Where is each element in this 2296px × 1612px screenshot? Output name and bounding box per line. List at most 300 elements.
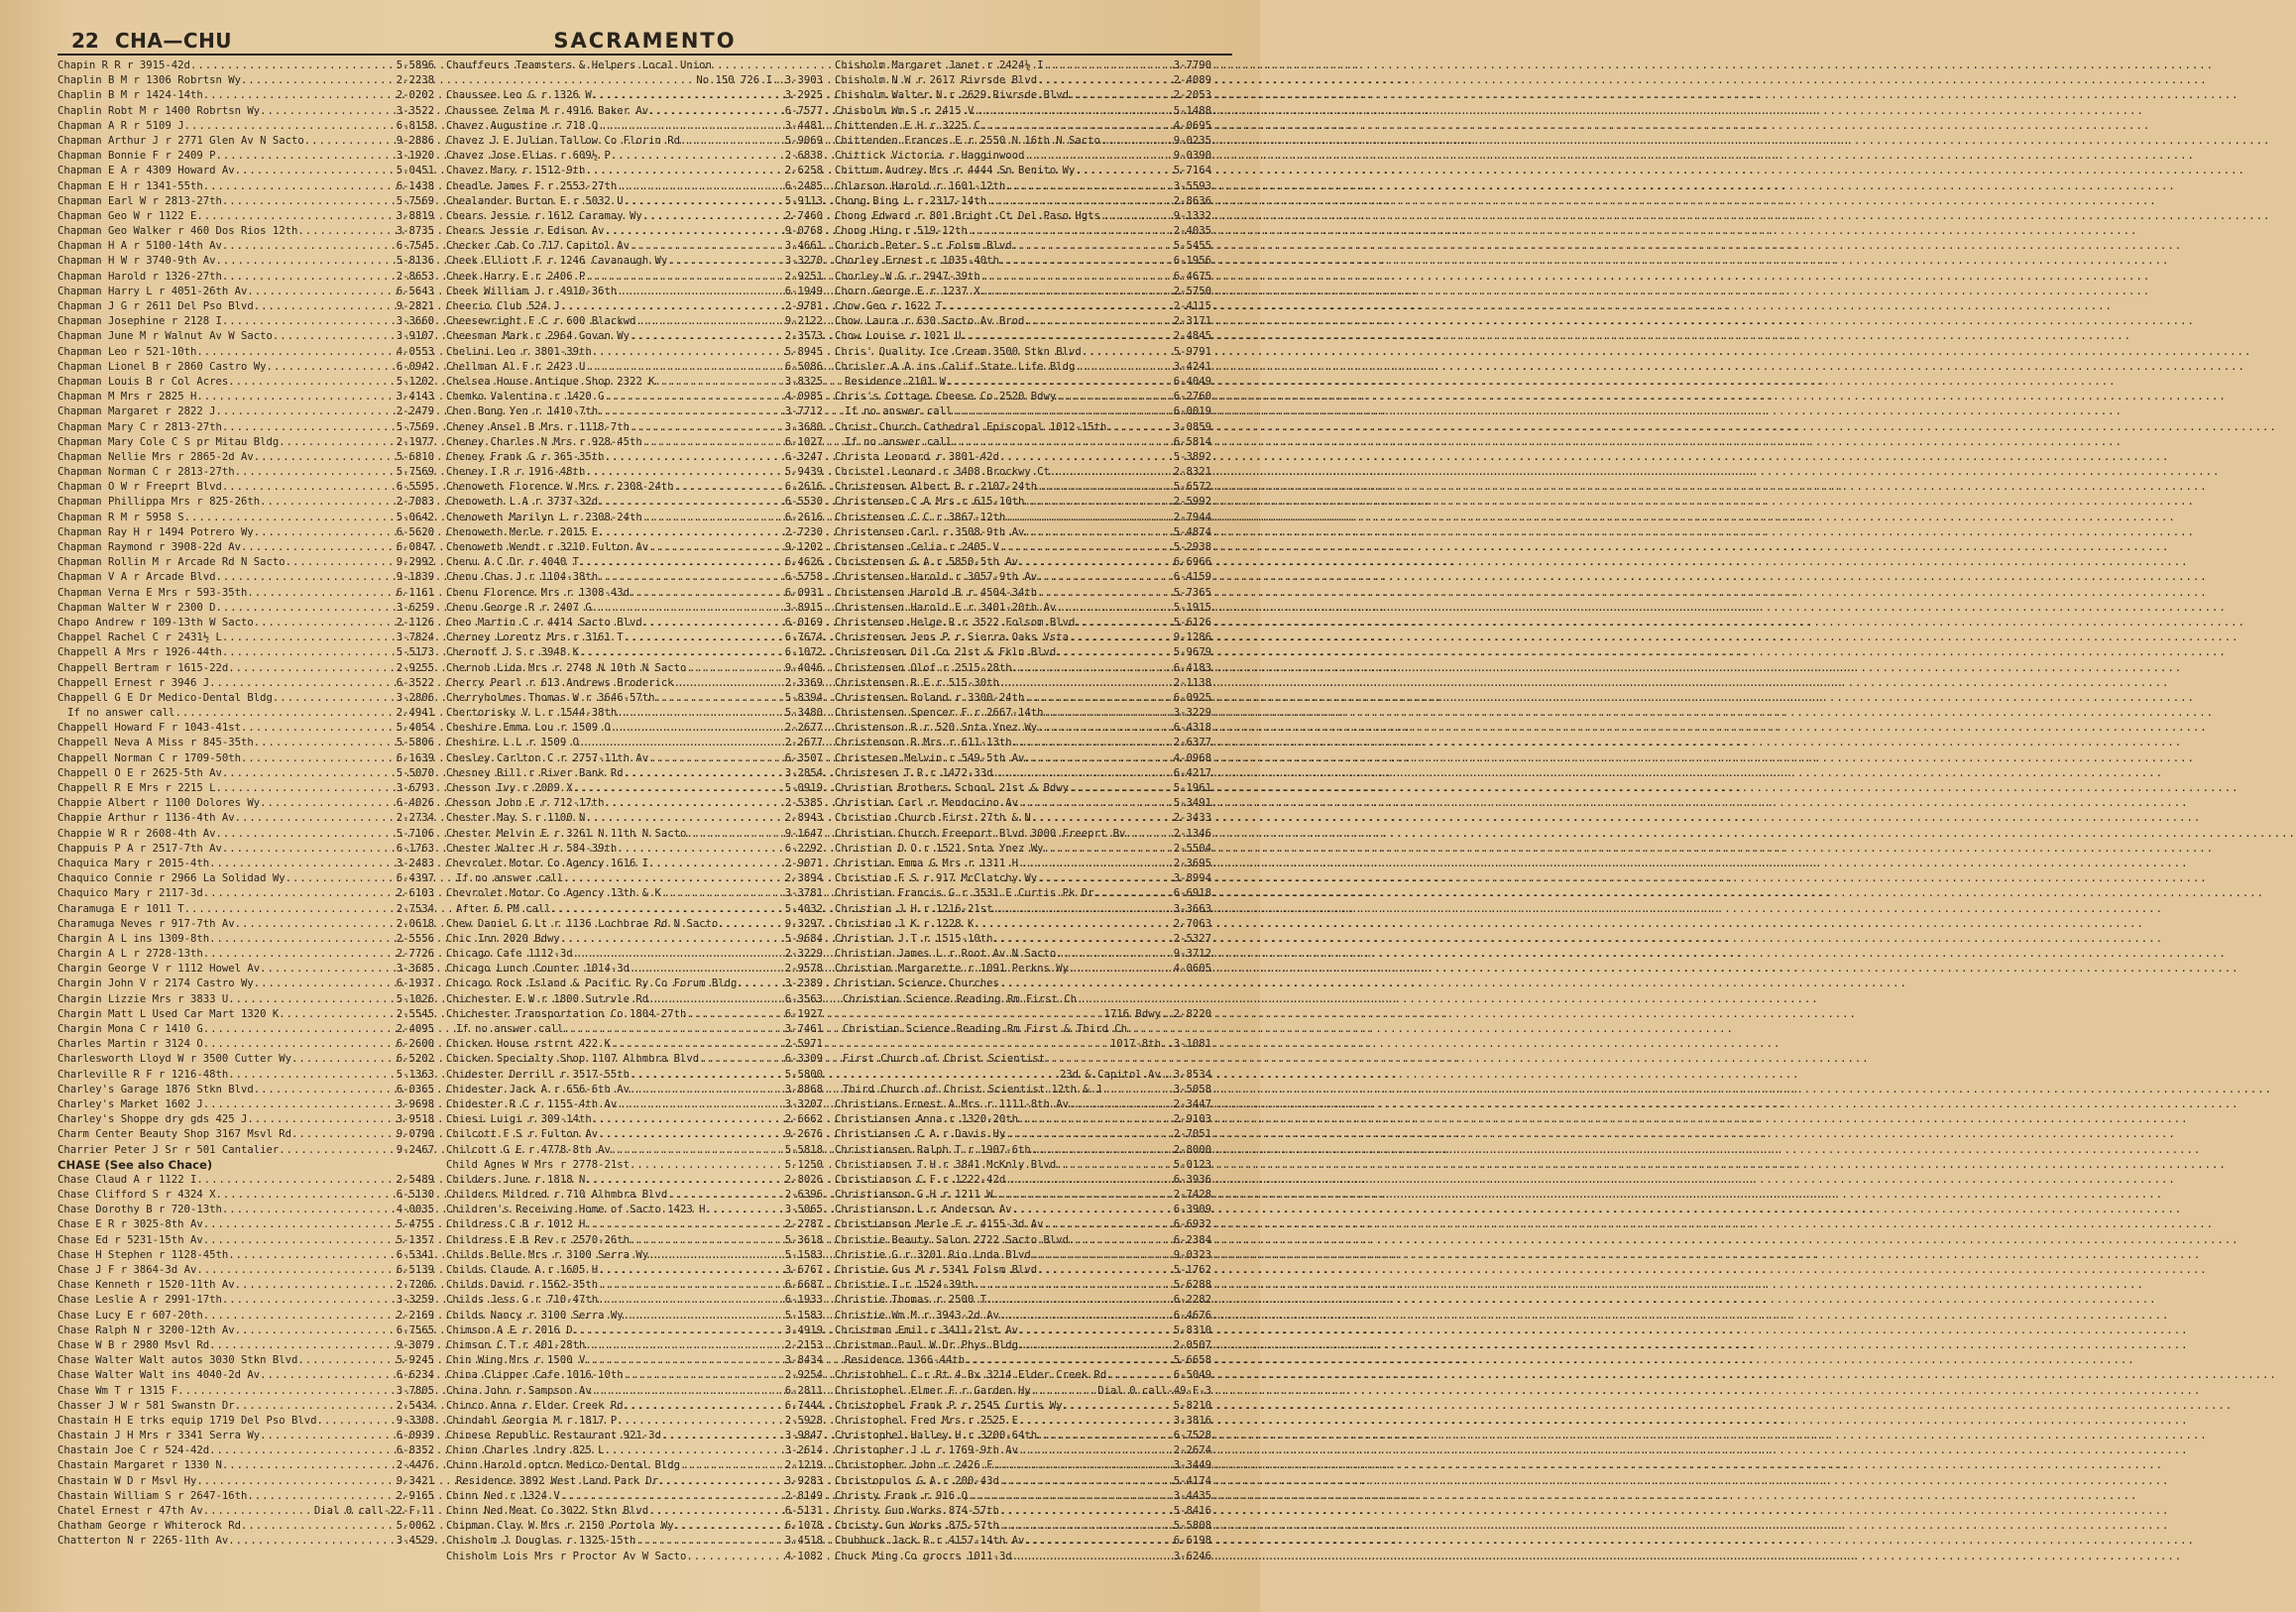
listing-address: r 2500 T xyxy=(929,1294,987,1307)
listing-entry xyxy=(446,1248,823,1263)
listing-phone: 5-0642 xyxy=(396,511,434,523)
listing-entry xyxy=(57,239,434,254)
listing-address: 1016-10th xyxy=(559,1369,624,1382)
listing-name: Chapman J G xyxy=(57,300,128,312)
listing-name: Christophel Elmer F xyxy=(835,1384,956,1397)
listing-entry xyxy=(57,1158,434,1173)
listing-entry xyxy=(57,314,434,329)
listing-address: r 1410 G xyxy=(146,1023,203,1035)
listing-entry xyxy=(57,511,434,525)
listing-entry xyxy=(57,1458,434,1473)
listing-entry xyxy=(835,1399,1211,1414)
listing-entry xyxy=(835,1248,1211,1263)
listing-name: Cheney Charles N Mrs xyxy=(446,435,573,448)
listing-name: Christensen Jens P xyxy=(835,632,949,644)
listing-entry xyxy=(446,179,823,194)
dot-leader xyxy=(1018,1443,1174,1458)
listing-address: r 3517-55th xyxy=(553,1068,630,1081)
dot-leader xyxy=(635,1534,784,1549)
listing-entry xyxy=(835,1504,1211,1519)
listing-address: r 2608-4th Av xyxy=(127,827,216,840)
listing-address: r 1315 F xyxy=(120,1384,178,1397)
listing-name: Chatel Ernest xyxy=(57,1505,140,1517)
listing-entry xyxy=(446,1112,823,1127)
listing-name: Cheadle James F xyxy=(446,179,541,192)
dot-leader xyxy=(630,1158,785,1173)
listing-entry xyxy=(57,495,434,510)
dot-leader xyxy=(304,134,397,149)
listing-phone: 5-7569 xyxy=(396,466,434,479)
dot-leader xyxy=(1037,1263,1174,1278)
listing-entry xyxy=(57,1429,434,1443)
listing-name: Chew Daniel G Lt xyxy=(446,917,548,930)
listing-address: r 2629 Rivrsde Blvd xyxy=(942,89,1069,102)
listing-entry xyxy=(835,450,1211,465)
listing-name: If no answer call xyxy=(456,872,564,885)
listing-entry xyxy=(446,149,823,164)
listing-entry xyxy=(835,842,1211,857)
dot-leader xyxy=(260,495,397,510)
listing-entry xyxy=(446,1474,823,1489)
listing-name: Chinn Charles xyxy=(446,1444,528,1457)
listing-phone: 6-7674 xyxy=(784,632,823,644)
listing-entry xyxy=(835,811,1211,826)
listing-entry xyxy=(57,375,434,390)
listing-phone: 6-1438 xyxy=(396,179,434,192)
dot-leader xyxy=(686,1550,784,1564)
listing-phone: 6-0847 xyxy=(396,541,434,553)
listing-address: r 4916 Baker Av xyxy=(547,104,649,117)
listing-address: r 3225 C xyxy=(923,119,980,132)
listing-phone: 5-1363 xyxy=(396,1068,434,1081)
listing-name: Christiansen Ralph T xyxy=(835,1143,962,1156)
dot-leader xyxy=(1005,179,1174,194)
dot-leader xyxy=(1018,1338,1174,1353)
listing-address: r 460 Dos Rios 12th xyxy=(171,225,298,238)
dot-leader xyxy=(1050,465,1174,480)
dot-leader xyxy=(1024,495,1173,510)
listing-address: r 2771 Glen Av N Sacto xyxy=(159,134,304,147)
listing-name: Christy Gun Works xyxy=(835,1520,943,1533)
listing-name: Christie G xyxy=(835,1248,898,1261)
listing-entry xyxy=(835,1037,1211,1052)
listing-name: Chavez Jose Elias xyxy=(446,150,554,163)
dot-leader xyxy=(1037,721,1174,736)
listing-address: r 3908-22d Av xyxy=(152,541,241,553)
dot-leader xyxy=(209,932,397,947)
listing-name: Christman Paul W Dr xyxy=(835,1338,956,1351)
listing-phone: 3-3816 xyxy=(1173,1414,1211,1427)
dot-leader xyxy=(737,977,784,991)
listing-phone: 2-8220 xyxy=(1173,1007,1211,1020)
dot-leader xyxy=(630,962,785,977)
listing-entry xyxy=(835,1083,1211,1097)
listing-address: r 3200-12th Av xyxy=(139,1324,235,1336)
listing-name: Chow Geo xyxy=(835,300,886,312)
listing-phone: 6-0019 xyxy=(1173,405,1211,418)
dot-leader xyxy=(560,299,785,314)
listing-phone: 5-1915 xyxy=(1173,601,1211,614)
listing-entry xyxy=(446,1368,823,1383)
listing-entry xyxy=(446,766,823,781)
listing-entry xyxy=(57,555,434,570)
listing-entry xyxy=(835,73,1211,88)
listing-entry xyxy=(446,751,823,766)
dot-leader xyxy=(1012,1550,1174,1564)
listing-name: Chin Wing Mrs xyxy=(446,1354,528,1367)
listing-name: Chertorisky V L xyxy=(446,707,541,720)
dot-leader xyxy=(222,314,397,329)
dot-leader xyxy=(617,179,785,194)
listing-phone: 3-6767 xyxy=(784,1264,823,1276)
listing-entry xyxy=(446,645,823,660)
listing-phone: 2-8943 xyxy=(784,812,823,825)
dot-leader xyxy=(699,1052,785,1067)
listing-entry xyxy=(446,977,823,991)
listing-name: Chapman Louis B xyxy=(57,375,153,388)
listing-phone: 2-7206 xyxy=(396,1279,434,1292)
listing-phone: 6-0942 xyxy=(396,360,434,373)
listing-entry xyxy=(446,104,823,119)
dot-leader xyxy=(999,676,1174,691)
dot-leader xyxy=(611,721,785,736)
listing-entry xyxy=(57,285,434,299)
listing-entry xyxy=(446,254,823,269)
listing-phone: 9-2467 xyxy=(396,1143,434,1156)
listing-phone: 9-1647 xyxy=(784,827,823,840)
dot-leader xyxy=(667,254,784,269)
listing-entry xyxy=(446,1022,823,1037)
dot-leader xyxy=(196,209,396,224)
listing-entry xyxy=(57,992,434,1007)
dot-leader xyxy=(1024,691,1173,706)
dot-leader xyxy=(1012,661,1174,676)
listing-address: 1876 Stkn Blvd xyxy=(159,1083,254,1095)
dot-leader xyxy=(624,1368,785,1383)
dot-leader xyxy=(630,586,785,601)
listing-phone: 5-9679 xyxy=(1173,646,1211,659)
listing-phone: 6-5086 xyxy=(784,360,823,373)
listing-entry xyxy=(57,88,434,103)
listing-name: Chapman A R xyxy=(57,119,128,132)
listing-entry xyxy=(57,1217,434,1232)
listing-name: Chastain Margaret xyxy=(57,1459,166,1472)
listing-address: r 1341-55th xyxy=(127,179,203,192)
listing-name: Cheney Ansel B Mrs xyxy=(446,420,560,433)
listing-address: 2020 Bdwy xyxy=(497,932,560,945)
listing-phone: 2-5992 xyxy=(1173,496,1211,509)
listing-name: Chargin Matt L xyxy=(57,1007,147,1020)
dot-leader xyxy=(965,1353,1174,1368)
listing-entry xyxy=(446,706,823,721)
dot-leader xyxy=(1043,842,1173,857)
listing-entry xyxy=(835,149,1211,164)
listing-entry xyxy=(835,645,1211,660)
dot-leader xyxy=(1056,645,1173,660)
listing-phone: 3-9847 xyxy=(784,1430,823,1442)
listing-address: r 1325-15th xyxy=(559,1535,636,1548)
listing-address: r 2423 U xyxy=(527,360,586,373)
listing-entry xyxy=(446,586,823,601)
listing-phone: 2-8636 xyxy=(1173,194,1211,207)
listing-address: r 1011 T xyxy=(127,902,184,915)
listing-entry xyxy=(57,1022,434,1037)
listing-phone: 9-0390 xyxy=(1173,150,1211,163)
dot-leader xyxy=(573,947,785,962)
listing-phone: 5-5808 xyxy=(1173,1520,1211,1533)
listing-name: Charm Center Beauty Shop xyxy=(57,1128,210,1141)
listing-entry xyxy=(57,811,434,826)
dot-leader xyxy=(674,480,785,495)
dot-leader xyxy=(617,1414,785,1429)
listing-name: Chapman Bonnie F xyxy=(57,150,160,163)
listing-phone: 5-0451 xyxy=(396,165,434,177)
listing-phone: 3-3680 xyxy=(784,420,823,433)
listing-phone: 2-4095 xyxy=(396,1023,434,1035)
listing-address: r 4504-34th xyxy=(961,586,1038,599)
listing-address: r 825-26th xyxy=(189,496,261,509)
listing-entry xyxy=(446,119,823,134)
listing-address: r 2748 N 10th N Sacto xyxy=(547,661,687,674)
listing-entry xyxy=(446,1068,823,1083)
listing-name: Residence 1366-44th xyxy=(845,1354,966,1367)
listing-entry xyxy=(446,1052,823,1067)
listing-entry xyxy=(57,661,434,676)
listing-address: r 710-47th xyxy=(527,1294,599,1307)
listing-address: r 2545 Curtis Wy xyxy=(955,1399,1063,1412)
dot-leader xyxy=(196,390,396,404)
dot-leader xyxy=(1069,1233,1174,1248)
listing-name: Chlarson Harold xyxy=(835,179,930,192)
dot-leader xyxy=(680,1458,785,1473)
listing-name: Chaquico Mary xyxy=(57,887,140,900)
dot-leader xyxy=(203,1309,397,1324)
listing-phone: 2-5545 xyxy=(396,1007,434,1020)
listing-address: r 549-5th Av xyxy=(942,751,1025,764)
listing-phone: 3-3660 xyxy=(396,315,434,328)
listing-name: Chaquico Connie xyxy=(57,872,153,885)
listing-phone: 3-2854 xyxy=(784,766,823,779)
dot-leader xyxy=(585,465,784,480)
dot-leader xyxy=(1075,164,1173,178)
listing-entry xyxy=(835,1127,1211,1142)
listing-phone: 6-6198 xyxy=(1173,1535,1211,1548)
listing-name: Chase Dorothy B xyxy=(57,1204,153,1216)
listing-address: r 3946 J xyxy=(152,676,210,689)
listing-entry xyxy=(835,1474,1211,1489)
listing-name: Christian Margarette xyxy=(835,963,962,976)
dot-leader xyxy=(592,345,785,360)
listing-entry xyxy=(835,119,1211,134)
listing-address: r 109-13th W Sacto xyxy=(133,616,254,629)
dot-leader xyxy=(1102,1083,1174,1097)
listing-address: r Mendocino Av xyxy=(923,797,1018,810)
listing-address: r 3864-3d Av xyxy=(114,1264,197,1276)
listing-phone: 6-1927 xyxy=(784,1007,823,1020)
listing-entry xyxy=(57,1248,434,1263)
dot-leader xyxy=(560,932,785,947)
listing-entry xyxy=(835,886,1211,901)
listing-name: Chase Lucy E xyxy=(57,1309,134,1322)
listing-address: r 1769-9th Av xyxy=(929,1444,1018,1457)
listing-name: Christ Church Cathedral Episcopal xyxy=(835,420,1044,433)
listing-entry xyxy=(835,1217,1211,1232)
listing-entry xyxy=(835,1233,1211,1248)
listing-phone: 2-5327 xyxy=(1173,932,1211,945)
listing-name: Chargin A L xyxy=(57,948,128,961)
dot-leader xyxy=(706,1203,785,1217)
listing-name: Chapman Mary Cole xyxy=(57,435,166,448)
dot-leader xyxy=(228,992,397,1007)
listing-address: r 1500 V xyxy=(527,1354,586,1367)
listing-name: Christensen C C xyxy=(835,511,930,523)
listing-address: r 1216-48th xyxy=(152,1068,229,1081)
dot-leader xyxy=(573,1324,785,1338)
listing-phone: 6-5620 xyxy=(396,525,434,538)
listing-name: Chris' Quality Ice Cream xyxy=(835,345,987,358)
dot-leader xyxy=(585,811,784,826)
dot-leader xyxy=(247,586,396,601)
listing-entry xyxy=(57,932,434,947)
listing-address: r 1091 Perkns Wy xyxy=(961,963,1069,976)
dot-leader xyxy=(184,902,397,917)
listing-name: Chenu A C Dr xyxy=(446,556,522,569)
listing-phone: 6-5595 xyxy=(396,481,434,494)
listing-name: Third Church of Christ Scientist xyxy=(843,1083,1046,1095)
listing-entry xyxy=(57,1278,434,1293)
dot-leader xyxy=(260,962,397,977)
listing-address: r 2407 G xyxy=(534,601,592,614)
listing-address: r 200-43d xyxy=(936,1474,999,1487)
dot-leader xyxy=(598,404,785,419)
listing-entry xyxy=(835,239,1211,254)
listing-entry xyxy=(835,616,1211,631)
listing-address: Forum Bldg xyxy=(667,978,738,990)
listing-entry xyxy=(446,616,823,631)
listing-phone: 2-5434 xyxy=(396,1399,434,1412)
dot-leader xyxy=(1037,871,1174,886)
listing-name: Chapman Rollin M xyxy=(57,556,160,569)
listing-entry xyxy=(446,329,823,344)
listing-address: r 2813-27th xyxy=(146,420,222,433)
listing-name: Chidester R C xyxy=(446,1097,528,1110)
dot-leader xyxy=(624,766,785,781)
listing-name: Cheney Frank G xyxy=(446,450,535,463)
listing-entry xyxy=(835,285,1211,299)
listing-entry xyxy=(446,375,823,390)
listing-address: r Fulton Av xyxy=(521,1128,599,1141)
listing-entry xyxy=(835,661,1211,676)
listing-entry xyxy=(446,1037,823,1052)
dot-leader xyxy=(992,1188,1173,1203)
listing-phone: 2-2677 xyxy=(784,737,823,749)
dot-leader: .. xyxy=(1160,1038,1174,1051)
listing-phone: 3-6259 xyxy=(396,601,434,614)
listing-entry xyxy=(446,631,823,645)
listing-name: Chindahl Georgia M xyxy=(446,1414,560,1427)
dot-leader xyxy=(222,270,397,285)
dot-leader xyxy=(254,977,397,991)
listing-address: r 2822 J xyxy=(159,405,216,418)
dot-leader xyxy=(254,616,397,631)
listing-entry xyxy=(835,796,1211,811)
listing-address: r Walnut Av W Sacto xyxy=(146,330,273,343)
listing-address: r 2825 H xyxy=(139,391,197,403)
listing-address: r Davis Hy xyxy=(936,1128,1006,1141)
listing-phone: 9-2992 xyxy=(396,556,434,569)
listing-address: r 1122 E xyxy=(139,209,197,222)
dot-leader xyxy=(648,1248,785,1263)
listing-phone: 3-7790 xyxy=(1173,59,1211,71)
listing-entry xyxy=(835,1112,1211,1127)
listing-phone: 2-3447 xyxy=(1173,1097,1211,1110)
listing-phone: 3-4919 xyxy=(784,1324,823,1336)
listing-phone: 5-8945 xyxy=(784,345,823,358)
listing-address: r 1112 Howel Av xyxy=(159,963,261,976)
dot-leader xyxy=(1018,1324,1174,1338)
listing-entry xyxy=(57,1443,434,1458)
listing-entry xyxy=(57,1353,434,1368)
listing-phone: 5-5806 xyxy=(396,737,434,749)
listing-name: Christensen Celia xyxy=(835,541,943,553)
listing-entry xyxy=(57,1052,434,1067)
listing-address: r 2215 L xyxy=(159,782,216,794)
listing-name: Christian Church Freeport Blvd xyxy=(835,827,1025,840)
dot-leader xyxy=(654,691,784,706)
listing-entry xyxy=(835,1188,1211,1203)
listing-name: Chenu Chas J xyxy=(446,571,522,584)
listing-entry xyxy=(57,1173,434,1188)
listing-address: r 1512-9th xyxy=(516,165,586,177)
listing-entry xyxy=(835,601,1211,616)
listing-phone: 2-6258 xyxy=(784,165,823,177)
listing-phone: 2-5504 xyxy=(1173,842,1211,855)
listing-phone: 5-3480 xyxy=(784,707,823,720)
listing-entry xyxy=(835,766,1211,781)
listing-phone: 3-5058 xyxy=(1173,1083,1211,1095)
listing-address: r 3261 N 11th N Sacto xyxy=(547,827,687,840)
listing-address: r Msvl Hy xyxy=(133,1474,197,1487)
listing-name: Chinn Ned xyxy=(446,1489,504,1502)
listing-phone: 2-1126 xyxy=(396,616,434,629)
dot-leader xyxy=(291,1052,397,1067)
listing-entry xyxy=(57,766,434,781)
listing-name: Chipman Clay W Mrs xyxy=(446,1520,560,1533)
listing-phone: 6-5758 xyxy=(784,571,823,584)
listing-phone: 3-8434 xyxy=(784,1354,823,1367)
listing-phone: 6-1949 xyxy=(784,285,823,297)
dot-leader xyxy=(1018,796,1174,811)
listing-entry xyxy=(835,1097,1211,1112)
listing-entry xyxy=(835,1203,1211,1217)
dot-leader xyxy=(235,1278,397,1293)
listing-phone: 3-5593 xyxy=(1173,179,1211,192)
listing-phone: 9-2122 xyxy=(784,315,823,328)
listing-address: r 2860 Castro Wy xyxy=(159,360,267,373)
listing-address: r 584-39th xyxy=(547,842,618,855)
dot-leader xyxy=(642,209,785,224)
dot-leader xyxy=(1024,751,1173,766)
listing-address: r 2015-4th xyxy=(139,857,210,869)
listing-phone: 5-6126 xyxy=(1173,616,1211,629)
listing-address: r 4157-14th Av xyxy=(929,1535,1025,1548)
dot-leader xyxy=(999,540,1174,555)
listing-entry xyxy=(835,706,1211,721)
listing-name: Childs David xyxy=(446,1279,522,1292)
listing-name: Chase Wm T xyxy=(57,1384,121,1397)
listing-entry xyxy=(57,977,434,991)
listing-address: r 2667-14th xyxy=(967,707,1044,720)
